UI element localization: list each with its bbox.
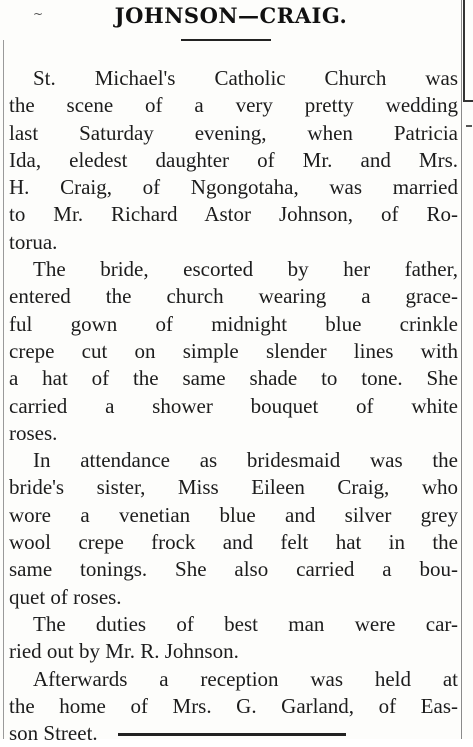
adjacent-column-mark [466, 125, 472, 127]
paragraph [9, 256, 458, 447]
text-line: wore a venetian blue and silver grey [9, 502, 458, 527]
text-line: quet of roses. [9, 584, 122, 609]
text-line: son Street. [9, 721, 98, 746]
column-rule-right [461, 0, 462, 739]
text-line: roses. [9, 420, 58, 445]
text-line: same tonings. She also carried a bou- [9, 557, 458, 582]
text-line: bride's sister, Miss Eileen Craig, who [9, 475, 458, 500]
text-line: In attendance as bridesmaid was the [33, 448, 458, 473]
column-rule-left [3, 40, 4, 739]
text-line: The bride, escorted by her father, [33, 257, 458, 282]
paragraph [9, 611, 458, 666]
text-line: a hat of the same shade to tone. She [9, 366, 458, 391]
text-line: torua. [9, 229, 58, 254]
text-line: St. Michael's Catholic Church was [33, 66, 458, 90]
text-line: to Mr. Richard Astor Johnson, of Ro- [9, 202, 458, 227]
corner-print-mark: ~ [33, 7, 44, 21]
text-line: Ida, eledest daughter of Mr. and Mrs. [9, 147, 458, 172]
text-line: Afterwards a reception was held at [33, 666, 458, 691]
text-line: last Saturday evening, when Patricia [9, 120, 458, 145]
article-end-rule [118, 733, 346, 736]
text-line: carried a shower bouquet of white [9, 393, 458, 418]
text-line: the home of Mrs. G. Garland, of Eas- [9, 693, 458, 718]
paragraph [9, 447, 458, 611]
adjacent-column-border [463, 0, 473, 102]
headline-rule [181, 39, 271, 41]
article-body [9, 65, 458, 747]
text-line: The duties of best man were car- [33, 611, 458, 636]
paragraph [9, 65, 458, 256]
text-line: crepe cut on simple slender lines with [9, 338, 458, 363]
text-line: entered the church wearing a grace- [9, 284, 458, 309]
text-line: ried out by Mr. R. Johnson. [9, 639, 239, 664]
article-headline: JOHNSON—CRAIG. [114, 3, 348, 28]
text-line: ful gown of midnight blue crinkle [9, 311, 458, 336]
text-line: the scene of a very pretty wedding [9, 93, 458, 118]
text-line: H. Craig, of Ngongotaha, was married [9, 175, 458, 200]
text-line: wool crepe frock and felt hat in the [9, 530, 458, 555]
